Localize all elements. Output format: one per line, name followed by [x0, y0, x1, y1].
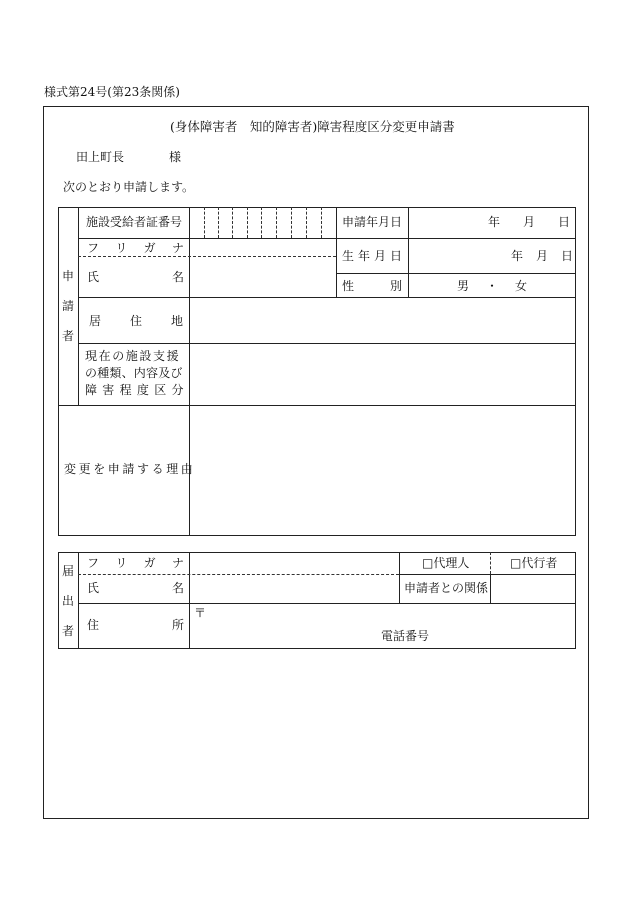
honorific: 様 — [169, 150, 182, 164]
notifier-section-label: 届 出 者 — [61, 564, 74, 638]
apply-date-day: 日 — [558, 215, 571, 229]
sex-options: 男 ・ 女 — [457, 279, 527, 293]
sex-label: 性 別 — [342, 279, 402, 293]
applicant-name-label: 氏 名 — [87, 270, 184, 284]
intro-text: 次のとおり申請します。 — [63, 180, 195, 194]
apply-date-label: 申請年月日 — [342, 215, 403, 229]
apply-date-year: 年 — [488, 215, 501, 229]
relation-label: 申請者との関係 — [404, 581, 489, 595]
current-facility-label: 現在の施設支援 の種類、内容及び 障害程度区分 — [85, 349, 189, 397]
applicant-furigana-label: フ リ ガ ナ — [87, 241, 184, 255]
form-title: (身体障害者 知的障害者)障害程度区分変更申請書 — [170, 119, 455, 134]
phone-label: 電話番号 — [381, 629, 430, 643]
notifier-address-label: 住 所 — [87, 618, 184, 632]
change-reason-label: 変更を申請する理由 — [64, 462, 196, 476]
postal-mark: 〒 — [194, 606, 207, 620]
proxy-checkbox[interactable]: □代理人 — [422, 556, 470, 570]
notifier-furigana-label: フ リ ガ ナ — [87, 556, 184, 570]
addressee: 田上町長 — [76, 150, 125, 164]
birth-date-year: 年 — [511, 249, 524, 263]
applicant-section-label: 申 請 者 — [61, 269, 74, 343]
notifier-name-label: 氏 名 — [87, 581, 184, 595]
applicant-address-label: 居 住 地 — [89, 314, 183, 328]
cert-number-label: 施設受給者証番号 — [86, 215, 183, 229]
birth-date-day: 日 — [561, 249, 574, 263]
agent-checkbox[interactable]: □代行者 — [510, 556, 558, 570]
birth-date-month: 月 — [536, 249, 549, 263]
apply-date-month: 月 — [523, 215, 536, 229]
birth-date-label: 生 年 月 日 — [342, 249, 402, 263]
form-number: 様式第24号(第23条関係) — [44, 85, 180, 99]
